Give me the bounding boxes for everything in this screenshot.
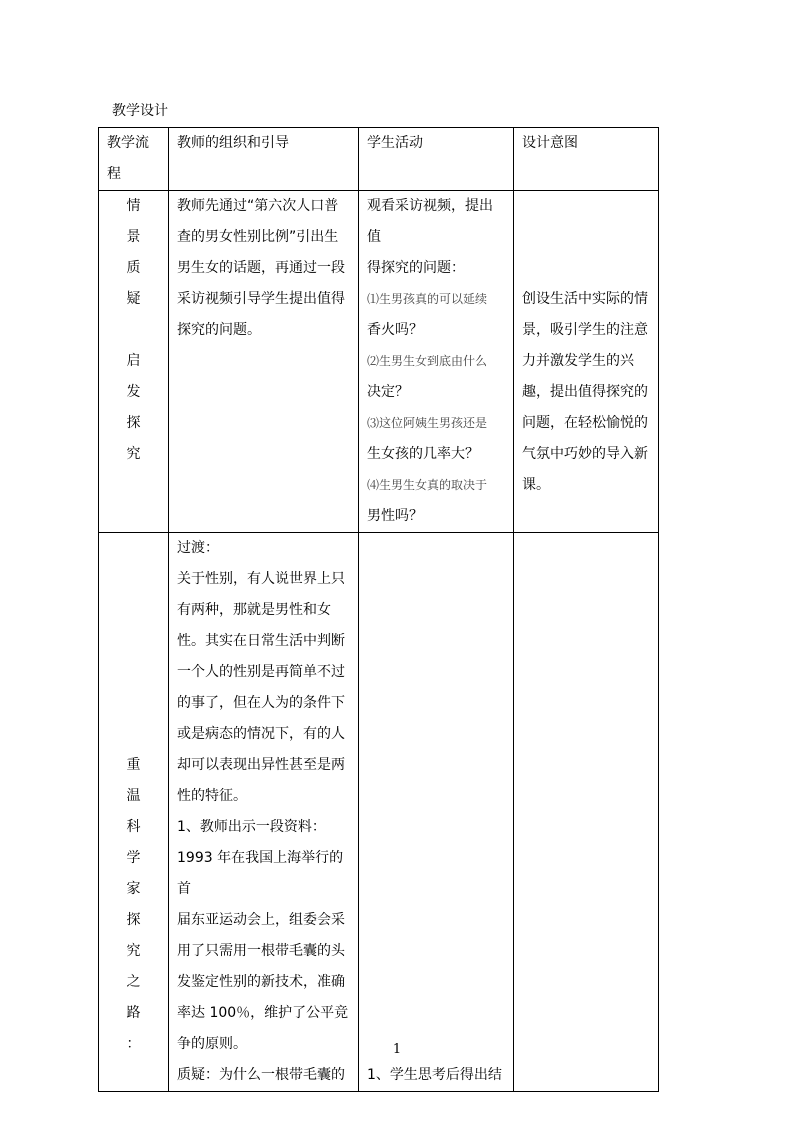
stage-char: 情 bbox=[126, 198, 141, 214]
stage-char: 质 bbox=[126, 260, 141, 276]
student-cell-scientists bbox=[359, 533, 514, 1092]
teacher-line: 有两种，那就是男性和女 bbox=[177, 602, 331, 618]
teacher-line: 性的特征。 bbox=[177, 788, 247, 804]
teacher-line: 发鉴定性别的新技术，准确 bbox=[177, 974, 345, 990]
stage-char: 发 bbox=[126, 384, 141, 400]
teaching-design-table bbox=[98, 127, 659, 1092]
stage-char: 探 bbox=[126, 415, 141, 431]
intent-cell-scientists bbox=[514, 533, 659, 1092]
teacher-line: 一个人的性别是再简单不过 bbox=[177, 664, 345, 680]
header-student: 学生活动 bbox=[359, 128, 514, 191]
question-text: ⑵生男生女到底由什么 bbox=[367, 354, 488, 368]
teacher-line: 却可以表现出异性甚至是两 bbox=[177, 757, 345, 773]
stage-char: 温 bbox=[126, 788, 141, 804]
intent-line: 问题，在轻松愉悦的 bbox=[522, 415, 648, 431]
stage-char: 之 bbox=[126, 974, 141, 990]
teacher-line: 过渡： bbox=[177, 540, 219, 556]
teacher-line: 1、教师出示一段资料： bbox=[177, 819, 326, 835]
header-process: 教学流程 bbox=[99, 128, 169, 191]
question-continuation: 男性吗？ bbox=[367, 508, 423, 524]
header-intent: 设计意图 bbox=[514, 128, 659, 191]
question-text: ⑶这位阿姨生男孩还是 bbox=[367, 416, 488, 430]
teacher-line: 关于性别，有人说世界上只 bbox=[177, 571, 345, 587]
document-title: 教学设计 bbox=[112, 103, 168, 119]
stage-cell-scientists bbox=[99, 533, 169, 1092]
header-teacher: 教师的组织和引导 bbox=[169, 128, 359, 191]
stage-char: 景 bbox=[126, 229, 141, 245]
stage-char: 家 bbox=[126, 881, 141, 897]
intent-cell-intro bbox=[514, 191, 659, 533]
teacher-line: 探究的问题。 bbox=[177, 322, 261, 338]
stage-char: 探 bbox=[126, 912, 141, 928]
stage-char: 究 bbox=[126, 943, 141, 959]
stage-char: 路 bbox=[126, 1005, 141, 1021]
student-line: 1、学生思考后得出结 bbox=[367, 1067, 502, 1083]
teacher-line: 或是病态的情况下，有的人 bbox=[177, 726, 345, 742]
table-row-intro bbox=[99, 191, 659, 533]
intent-line: 景，吸引学生的注意 bbox=[522, 322, 648, 338]
question-text: ⑴生男孩真的可以延续 bbox=[367, 292, 488, 306]
stage-cell-intro bbox=[99, 191, 169, 533]
teacher-line: 教师先通过“第六次人口普 bbox=[177, 198, 339, 214]
question-continuation: 决定？ bbox=[367, 384, 409, 400]
stage-char: 学 bbox=[126, 850, 141, 866]
teacher-line: 用了只需用一根带毛囊的头 bbox=[177, 943, 345, 959]
teacher-line: 的事了，但在人为的条件下 bbox=[177, 695, 345, 711]
intent-line: 课。 bbox=[522, 477, 550, 493]
teacher-line: 男生女的话题，再通过一段 bbox=[177, 260, 345, 276]
student-line: 观看采访视频，提出值 bbox=[367, 198, 493, 245]
teacher-line: 性。其实在日常生活中判断 bbox=[177, 633, 345, 649]
intent-line: 力并激发学生的兴 bbox=[522, 353, 634, 369]
stage-char: 重 bbox=[126, 757, 141, 773]
intent-line: 趣，提出值得探究的 bbox=[522, 384, 648, 400]
question-continuation: 生女孩的几率大？ bbox=[367, 446, 479, 462]
stage-char: 科 bbox=[126, 819, 141, 835]
teacher-line: 率达 100％，维护了公平竞 bbox=[177, 1005, 349, 1021]
teacher-line: 届东亚运动会上，组委会采 bbox=[177, 912, 345, 928]
teacher-line: 采访视频引导学生提出值得 bbox=[177, 291, 345, 307]
page-number: 1 bbox=[392, 1042, 402, 1057]
teacher-line: 质疑：为什么一根带毛囊的 bbox=[177, 1067, 345, 1083]
table-row-scientists bbox=[99, 533, 659, 1092]
stage-char: 启 bbox=[126, 353, 141, 369]
stage-char: 究 bbox=[126, 446, 141, 462]
question-text: ⑷生男生女真的取决于 bbox=[367, 478, 488, 492]
student-cell-intro bbox=[359, 191, 514, 533]
teacher-cell-intro bbox=[169, 191, 359, 533]
question-continuation: 香火吗？ bbox=[367, 322, 423, 338]
teacher-line: 查的男女性别比例”引出生 bbox=[177, 229, 339, 245]
intent-line: 气氛中巧妙的导入新 bbox=[522, 446, 648, 462]
stage-char: 疑 bbox=[126, 291, 141, 307]
teacher-line: 争的原则。 bbox=[177, 1036, 247, 1052]
teacher-cell-scientists bbox=[169, 533, 359, 1092]
teacher-line: 1993 年在我国上海举行的首 bbox=[177, 850, 344, 897]
student-line: 得探究的问题： bbox=[367, 260, 465, 276]
stage-char: ： bbox=[126, 1036, 141, 1052]
table-header-row bbox=[99, 128, 659, 191]
intent-line: 创设生活中实际的情 bbox=[522, 291, 648, 307]
